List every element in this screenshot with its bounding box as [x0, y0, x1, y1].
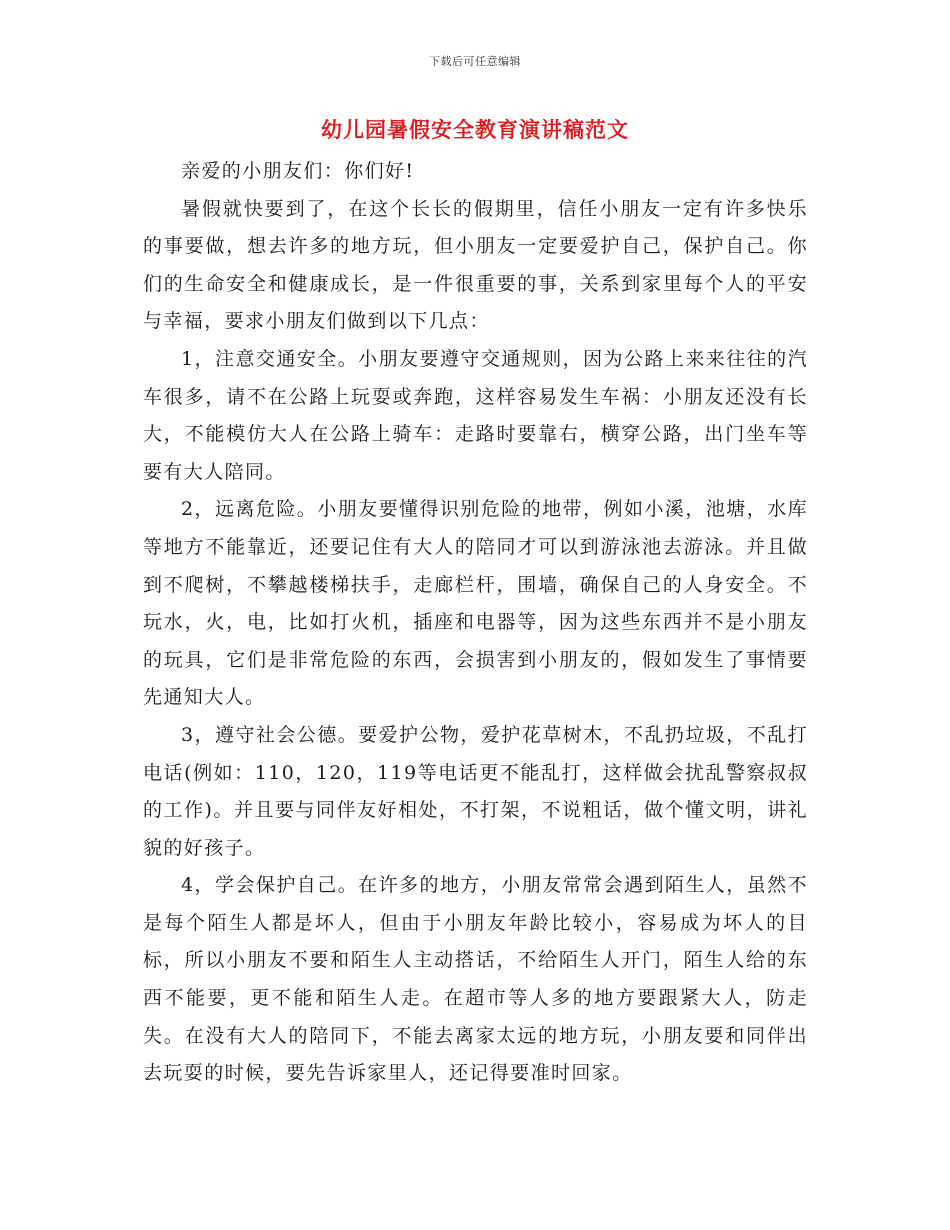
intro-paragraph: 暑假就快要到了，在这个长长的假期里，信任小朋友一定有许多快乐的事要做，想去许多的地方玩，但小朋友一定要爱护自己，保护自己。你们的生命安全和健康成长，是一件很重要的事，关系到家里每个人的平安与幸福，要求小朋友们做到以下几点：: [143, 197, 808, 333]
social-ethics-paragraph: 3，遵守社会公德。要爱护公物，爱护花草树木，不乱扔垃圾，不乱打电话(例如：110，120，119等电话更不能乱打，这样做会扰乱警察叔叔的工作)。并且要与同伴友好相处，不打架，不说粗话，做个懂文明，讲礼貌的好孩子。: [143, 723, 808, 859]
self-protection-paragraph: 4，学会保护自己。在许多的地方，小朋友常常会遇到陌生人，虽然不是每个陌生人都是坏人，但由于小朋友年龄比较小，容易成为坏人的目标，所以小朋友不要和陌生人主动搭话，不给陌生人开门，陌生人给的东西不能要，更不能和陌生人走。在超市等人多的地方要跟紧大人，防走失。在没有大人的陪同下，不能去离家太远的地方玩，小朋友要和同伴出去玩耍的时候，要先告诉家里人，还记得要准时回家。: [143, 874, 808, 1085]
header-note: 下载后可任意编辑: [429, 55, 521, 68]
traffic-safety-paragraph: 1，注意交通安全。小朋友要遵守交通规则，因为公路上来来往往的汽车很多，请不在公路上玩耍或奔跑，这样容易发生车祸：小朋友还没有长大，不能模仿大人在公路上骑车：走路时要靠右，横穿公路，出门坐车等要有大人陪同。: [143, 347, 808, 483]
document-title: 幼儿园暑假安全教育演讲稿范文: [321, 117, 629, 142]
avoid-danger-paragraph: 2，远离危险。小朋友要懂得识别危险的地带，例如小溪，池塘，水库等地方不能靠近，还要记住有大人的陪同才可以到游泳池去游泳。并且做到不爬树，不攀越楼梯扶手，走廊栏杆，围墙，确保自己的人身安全。不玩水，火，电，比如打火机，插座和电器等，因为这些东西并不是小朋友的玩具，它们是非常危险的东西，会损害到小朋友的，假如发生了事情要先通知大人。: [143, 498, 808, 709]
document-body: [143, 153, 808, 1093]
greeting-paragraph: 亲爱的小朋友们：你们好!: [181, 160, 415, 182]
